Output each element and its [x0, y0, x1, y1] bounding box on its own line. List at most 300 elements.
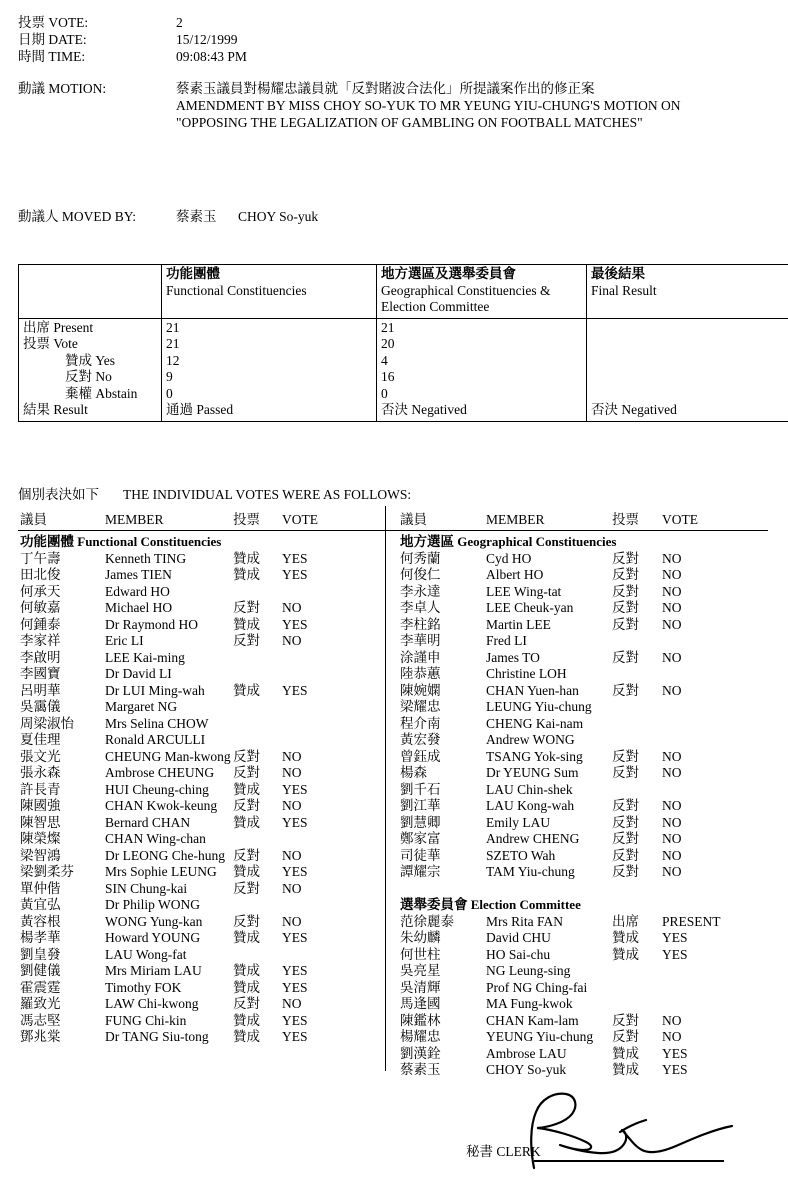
member-name-en: Timothy FOK: [105, 979, 182, 995]
member-name-en: Prof NG Ching-fai: [486, 979, 588, 995]
functional-vote: 21: [166, 336, 180, 351]
member-name-cn: 涂謹申: [400, 649, 441, 665]
member-vote-row: [400, 1013, 770, 1030]
geographical-vote: 20: [381, 336, 395, 351]
member-name-cn: 周梁淑怡: [20, 715, 74, 731]
member-vote-cn: 反對: [612, 682, 639, 698]
member-name-cn: 程介南: [400, 715, 441, 731]
member-name-en: NG Leung-sing: [486, 963, 571, 978]
member-vote-cn: 反對: [612, 1012, 639, 1028]
member-vote-en: NO: [282, 765, 302, 780]
member-name-en: David CHU: [486, 930, 551, 945]
member-vote-cn: 反對: [233, 847, 260, 863]
member-name-en: CHENG Kai-nam: [486, 715, 584, 731]
member-vote-en: NO: [282, 798, 302, 813]
member-name-en: SIN Chung-kai: [105, 880, 188, 896]
vote-value: 2: [176, 15, 183, 30]
functional-present: 21: [166, 319, 180, 335]
member-name-en: Edward HO: [105, 583, 170, 599]
final-header-en: Final Result: [591, 282, 657, 298]
individual-heading-cn: 個別表決如下: [18, 487, 99, 502]
right-col-header-vote-en: VOTE: [662, 512, 698, 527]
member-vote-cn: 贊成: [233, 814, 260, 830]
member-vote-cn: 反對: [612, 600, 639, 615]
member-vote-row: [400, 732, 770, 749]
individual-votes-heading: [18, 486, 411, 503]
member-vote-en: YES: [282, 930, 308, 945]
moved-by-name-cn: 蔡素玉: [176, 209, 217, 224]
member-name-en: FUNG Chi-kin: [105, 1012, 187, 1028]
left-col-header-vote-cn: 投票: [233, 512, 260, 527]
member-vote-row: [400, 980, 770, 997]
member-vote-en: NO: [662, 1012, 682, 1028]
member-name-en: Ronald ARCULLI: [105, 732, 206, 747]
summary-corner-cell: [19, 265, 162, 319]
member-vote-cn: 贊成: [233, 781, 260, 797]
summary-body-row: [19, 318, 788, 421]
member-vote-cn: 反對: [612, 550, 639, 566]
member-vote-en: NO: [662, 567, 682, 582]
final-header-cn: 最後結果: [591, 266, 645, 281]
member-vote-row: [20, 650, 380, 667]
member-vote-cn: 贊成: [612, 946, 639, 962]
member-name-cn: 羅致光: [20, 996, 61, 1011]
member-vote-row: [20, 930, 380, 947]
member-vote-en: YES: [282, 616, 308, 632]
member-vote-row: [400, 666, 770, 683]
member-vote-cn: 反對: [233, 600, 260, 615]
member-vote-en: NO: [662, 550, 682, 566]
member-vote-cn: 反對: [612, 814, 639, 830]
member-vote-en: NO: [662, 831, 682, 846]
member-vote-en: NO: [662, 798, 682, 813]
section-title: [400, 897, 770, 914]
date-label: 日期 DATE:: [18, 32, 87, 47]
member-name-en: TSANG Yok-sing: [486, 748, 583, 764]
member-vote-row: [20, 765, 380, 782]
geographical-yes: 4: [381, 352, 388, 368]
time-label: 時間 TIME:: [18, 49, 86, 64]
member-vote-en: YES: [282, 1012, 308, 1028]
member-vote-row: [20, 782, 380, 799]
member-vote-en: NO: [662, 864, 682, 879]
section-title: [20, 534, 380, 551]
member-vote-en: NO: [282, 600, 302, 615]
member-name-cn: 陳鑑林: [400, 1012, 441, 1028]
member-name-en: Mrs Miriam LAU: [105, 963, 202, 978]
member-name-cn: 吳清輝: [400, 979, 441, 995]
member-vote-en: YES: [282, 1029, 308, 1044]
member-name-cn: 范徐麗泰: [400, 913, 454, 929]
summary-header-functional: [162, 265, 377, 319]
member-name-en: Mrs Sophie LEUNG: [105, 864, 217, 879]
member-name-en: Ambrose LAU: [486, 1045, 567, 1061]
motion-line-en-2: "OPPOSING THE LEGALIZATION OF GAMBLING ON FOOTBALL MATCHES": [176, 115, 643, 130]
member-name-cn: 劉皇發: [20, 946, 61, 962]
member-name-cn: 司徒華: [400, 847, 441, 863]
member-vote-row: [20, 633, 380, 650]
member-name-en: Margaret NG: [105, 699, 178, 714]
member-vote-row: [400, 996, 770, 1013]
member-vote-row: [400, 930, 770, 947]
member-name-en: CHAN Yuen-han: [486, 682, 579, 698]
column-divider: [385, 506, 386, 1071]
functional-abstain: 0: [166, 385, 173, 401]
member-vote-cn: 贊成: [233, 682, 260, 698]
member-vote-cn: 贊成: [612, 1045, 639, 1061]
member-name-en: Andrew CHENG: [486, 831, 580, 846]
member-vote-row: [400, 551, 770, 568]
member-vote-cn: 反對: [612, 798, 639, 813]
member-vote-cn: 出席: [612, 913, 639, 929]
member-name-cn: 劉健儀: [20, 963, 61, 978]
functional-constituencies-list: [20, 534, 380, 1046]
member-name-en: Albert HO: [486, 567, 544, 582]
member-vote-cn: 贊成: [233, 567, 260, 582]
meta-row-time: [18, 48, 758, 65]
member-vote-en: NO: [662, 814, 682, 830]
member-name-cn: 曾鈺成: [400, 748, 441, 764]
member-vote-cn: 反對: [233, 880, 260, 896]
member-name-en: Mrs Selina CHOW: [105, 715, 209, 731]
member-name-en: TAM Yiu-chung: [486, 864, 575, 879]
member-vote-cn: 反對: [612, 765, 639, 780]
member-vote-row: [20, 996, 380, 1013]
member-vote-cn: 反對: [612, 567, 639, 582]
member-vote-en: NO: [662, 600, 682, 615]
member-name-en: LAU Wong-fat: [105, 946, 187, 962]
member-vote-cn: 反對: [612, 864, 639, 879]
member-name-cn: 霍震霆: [20, 979, 61, 995]
member-vote-row: [400, 699, 770, 716]
member-name-en: Andrew WONG: [486, 732, 575, 747]
member-vote-cn: 反對: [612, 847, 639, 863]
member-name-cn: 劉江華: [400, 798, 441, 813]
label-no: 反對 No: [65, 369, 112, 384]
member-vote-cn: 反對: [612, 748, 639, 764]
label-vote: 投票 Vote: [23, 336, 78, 351]
member-vote-row: [20, 947, 380, 964]
member-vote-en: NO: [662, 847, 682, 863]
member-vote-en: NO: [282, 748, 302, 764]
member-vote-row: [20, 831, 380, 848]
member-name-en: Eric LI: [105, 633, 144, 648]
motion-block: [18, 80, 768, 131]
member-vote-en: YES: [282, 814, 308, 830]
member-vote-cn: 贊成: [233, 616, 260, 632]
member-name-en: CHAN Wing-chan: [105, 831, 206, 846]
member-name-cn: 蔡素玉: [400, 1062, 441, 1077]
member-vote-row: [400, 914, 770, 931]
member-name-cn: 何俊仁: [400, 567, 441, 582]
member-vote-row: [20, 716, 380, 733]
member-name-cn: 馬逢國: [400, 996, 441, 1011]
member-name-en: LEE Cheuk-yan: [486, 600, 574, 615]
member-name-en: Dr Raymond HO: [105, 616, 198, 632]
member-vote-row: [400, 1046, 770, 1063]
member-vote-row: [20, 897, 380, 914]
member-vote-cn: 贊成: [233, 1012, 260, 1028]
clerk-label: 秘書 CLERK: [466, 1144, 541, 1159]
member-name-cn: 李柱銘: [400, 616, 441, 632]
motion-label: 動議 MOTION:: [18, 81, 107, 96]
member-vote-row: [20, 683, 380, 700]
member-vote-en: YES: [662, 946, 688, 962]
right-col-header-vote-cn: 投票: [612, 512, 639, 527]
member-name-cn: 梁劉柔芬: [20, 864, 74, 879]
member-vote-en: NO: [282, 880, 302, 896]
member-name-en: LAU Kong-wah: [486, 798, 575, 813]
member-vote-cn: 反對: [233, 996, 260, 1011]
member-name-cn: 夏佳理: [20, 732, 61, 747]
summary-values-geographical: [377, 318, 587, 421]
member-vote-row: [20, 914, 380, 931]
member-name-en: CHOY So-yuk: [486, 1062, 567, 1077]
header-underline: [18, 530, 768, 531]
member-vote-en: NO: [282, 633, 302, 648]
member-name-en: Fred LI: [486, 633, 527, 648]
member-name-cn: 何世柱: [400, 946, 441, 962]
member-name-en: Ambrose CHEUNG: [105, 765, 215, 780]
member-name-cn: 單仲偕: [20, 880, 61, 896]
member-vote-cn: 反對: [233, 798, 260, 813]
member-name-en: Mrs Rita FAN: [486, 913, 564, 929]
label-yes: 贊成 Yes: [65, 352, 116, 368]
member-name-cn: 何承天: [20, 583, 61, 599]
member-vote-en: NO: [662, 616, 682, 632]
member-vote-row: [400, 963, 770, 980]
member-name-en: Cyd HO: [486, 550, 532, 566]
member-name-cn: 譚耀宗: [400, 864, 441, 879]
member-name-cn: 何秀蘭: [400, 550, 441, 566]
member-vote-en: NO: [662, 748, 682, 764]
member-name-cn: 陳榮燦: [20, 831, 61, 846]
member-name-cn: 黃宜弘: [20, 897, 61, 912]
geographical-abstain: 0: [381, 385, 388, 401]
member-name-en: LAU Chin-shek: [486, 781, 573, 797]
member-vote-row: [400, 765, 770, 782]
member-vote-cn: 反對: [612, 616, 639, 632]
member-vote-row: [20, 815, 380, 832]
member-name-en: Dr Philip WONG: [105, 897, 201, 912]
geographical-header-cn: 地方選區及選舉委員會: [381, 266, 516, 281]
member-name-cn: 何鍾泰: [20, 616, 61, 632]
member-vote-en: YES: [282, 567, 308, 582]
member-name-cn: 黃容根: [20, 913, 61, 929]
member-name-en: YEUNG Yiu-chung: [486, 1029, 594, 1044]
member-vote-row: [20, 963, 380, 980]
member-vote-row: [400, 947, 770, 964]
member-name-en: Howard YOUNG: [105, 930, 201, 945]
member-name-cn: 何敏嘉: [20, 600, 61, 615]
member-vote-cn: 反對: [612, 831, 639, 846]
member-vote-row: [20, 617, 380, 634]
summary-header-row: [19, 265, 788, 319]
member-name-cn: 陳智思: [20, 814, 61, 830]
member-vote-en: NO: [282, 847, 302, 863]
member-vote-row: [20, 666, 380, 683]
right-col-header-member-cn: 議員: [400, 512, 427, 527]
member-vote-row: [20, 864, 380, 881]
member-name-cn: 陸恭蕙: [400, 666, 441, 681]
geographical-and-ec-list: [400, 534, 770, 1079]
member-vote-en: YES: [282, 781, 308, 797]
member-vote-row: [20, 1029, 380, 1046]
individual-heading-en: THE INDIVIDUAL VOTES WERE AS FOLLOWS:: [123, 487, 412, 502]
label-abstain: 棄權 Abstain: [65, 385, 138, 401]
summary-values-final: [587, 318, 788, 421]
member-vote-en: YES: [282, 979, 308, 995]
member-vote-row: [400, 815, 770, 832]
member-name-en: LEE Wing-tat: [486, 583, 562, 599]
functional-yes: 12: [166, 352, 180, 368]
label-present: 出席 Present: [23, 319, 94, 335]
member-vote-cn: 贊成: [612, 930, 639, 945]
member-vote-row: [400, 584, 770, 601]
member-name-cn: 吳靄儀: [20, 699, 61, 714]
section-title-cn: 地方選區: [400, 534, 454, 549]
section-title-en: Election Committee: [467, 897, 581, 912]
vote-label: 投票 VOTE:: [18, 15, 89, 30]
section-spacer: [400, 881, 770, 898]
member-vote-row: [20, 567, 380, 584]
member-name-en: LEUNG Yiu-chung: [486, 699, 592, 714]
member-name-cn: 陳國強: [20, 798, 61, 813]
member-name-cn: 楊耀忠: [400, 1029, 441, 1044]
member-name-cn: 李啟明: [20, 649, 61, 665]
member-vote-en: NO: [662, 649, 682, 665]
member-vote-row: [400, 716, 770, 733]
member-vote-row: [400, 567, 770, 584]
member-name-en: CHAN Kwok-keung: [105, 798, 218, 813]
member-vote-row: [20, 600, 380, 617]
member-name-en: MA Fung-kwok: [486, 996, 573, 1011]
member-vote-cn: 反對: [233, 748, 260, 764]
member-vote-row: [20, 732, 380, 749]
member-name-cn: 呂明華: [20, 682, 61, 698]
date-value: 15/12/1999: [176, 32, 238, 47]
member-name-en: LAW Chi-kwong: [105, 996, 199, 1011]
label-result: 結果 Result: [23, 402, 88, 417]
section-title-cn: 選舉委員會: [400, 897, 468, 912]
section-title: [400, 534, 770, 551]
member-name-en: Dr LUI Ming-wah: [105, 682, 205, 698]
summary-values-functional: [162, 318, 377, 421]
member-name-en: Dr TANG Siu-tong: [105, 1029, 209, 1044]
member-vote-row: [400, 749, 770, 766]
member-name-cn: 梁智鴻: [20, 847, 61, 863]
motion-line-en-1: AMENDMENT BY MISS CHOY SO-YUK TO MR YEUNG YIU-CHUNG'S MOTION ON: [176, 98, 681, 113]
member-vote-en: NO: [282, 996, 302, 1011]
member-name-en: HO Sai-chu: [486, 946, 551, 962]
member-vote-row: [400, 831, 770, 848]
geographical-no: 16: [381, 369, 395, 384]
member-name-en: Dr David LI: [105, 666, 172, 681]
member-vote-en: NO: [662, 682, 682, 698]
member-name-cn: 張文光: [20, 748, 61, 764]
member-name-en: Dr YEUNG Sum: [486, 765, 579, 780]
functional-no: 9: [166, 369, 173, 384]
member-name-en: Martin LEE: [486, 616, 551, 632]
member-vote-row: [400, 782, 770, 799]
vote-summary-table: [18, 264, 788, 422]
member-vote-row: [20, 584, 380, 601]
member-name-cn: 朱幼麟: [400, 930, 441, 945]
member-vote-en: YES: [662, 1062, 688, 1077]
member-vote-cn: 贊成: [233, 864, 260, 879]
member-name-cn: 楊孝華: [20, 930, 61, 945]
member-name-cn: 劉漢銓: [400, 1045, 441, 1061]
member-name-en: CHEUNG Man-kwong: [105, 748, 231, 764]
member-name-en: Emily LAU: [486, 814, 551, 830]
member-name-cn: 李永達: [400, 583, 441, 599]
motion-text: [176, 80, 680, 131]
member-vote-row: [400, 617, 770, 634]
member-vote-cn: 反對: [233, 913, 260, 929]
functional-result: 通過 Passed: [166, 402, 234, 417]
member-vote-cn: 贊成: [233, 550, 260, 566]
member-vote-en: YES: [662, 930, 688, 945]
member-name-cn: 許長青: [20, 781, 61, 797]
member-name-en: CHAN Kam-lam: [486, 1012, 579, 1028]
member-name-cn: 李國寶: [20, 666, 61, 681]
member-name-en: Christine LOH: [486, 666, 567, 681]
member-vote-en: YES: [282, 963, 308, 978]
member-vote-row: [400, 633, 770, 650]
member-vote-row: [20, 980, 380, 997]
member-name-en: LEE Kai-ming: [105, 649, 185, 665]
member-vote-row: [20, 881, 380, 898]
member-vote-row: [20, 699, 380, 716]
final-result-value: 否決 Negatived: [591, 402, 677, 417]
member-vote-cn: 贊成: [233, 930, 260, 945]
member-name-en: James TO: [486, 649, 540, 665]
member-name-en: Bernard CHAN: [105, 814, 191, 830]
geographical-present: 21: [381, 319, 395, 335]
member-vote-en: YES: [282, 550, 308, 566]
member-name-cn: 張永森: [20, 765, 61, 780]
member-name-cn: 李家祥: [20, 633, 61, 648]
member-vote-row: [20, 848, 380, 865]
member-vote-row: [400, 848, 770, 865]
member-vote-en: YES: [282, 682, 308, 698]
member-vote-en: PRESENT: [662, 913, 721, 929]
moved-by-label: 動議人 MOVED BY:: [18, 209, 137, 224]
member-name-cn: 田北俊: [20, 567, 61, 582]
member-vote-row: [20, 798, 380, 815]
member-vote-en: YES: [282, 864, 308, 879]
member-name-en: James TIEN: [105, 567, 172, 582]
member-vote-cn: 反對: [612, 583, 639, 599]
member-name-cn: 鄭家富: [400, 831, 441, 846]
member-name-cn: 黃宏發: [400, 732, 441, 747]
member-name-cn: 馮志堅: [20, 1012, 61, 1028]
summary-row-labels: [19, 318, 162, 421]
member-name-en: HUI Cheung-ching: [105, 781, 209, 797]
member-vote-cn: 贊成: [612, 1062, 639, 1077]
member-name-en: SZETO Wah: [486, 847, 556, 863]
member-name-cn: 梁耀忠: [400, 699, 441, 714]
member-vote-cn: 贊成: [233, 979, 260, 995]
member-vote-cn: 贊成: [233, 1029, 260, 1044]
left-col-header-member-en: MEMBER: [105, 512, 164, 527]
member-name-en: Dr LEONG Che-hung: [105, 847, 225, 863]
member-vote-row: [400, 864, 770, 881]
summary-header-geographical: [377, 265, 587, 319]
member-vote-row: [20, 749, 380, 766]
member-vote-row: [400, 650, 770, 667]
member-vote-en: NO: [662, 765, 682, 780]
